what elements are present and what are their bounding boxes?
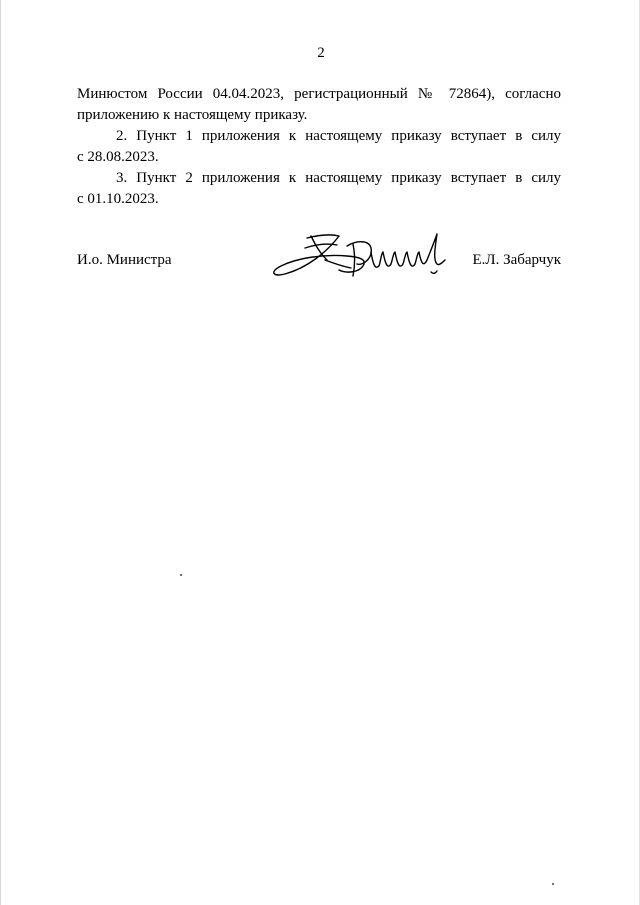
scan-speck — [180, 574, 182, 576]
body-text — [77, 84, 561, 210]
signatory-name: Е.Л. Забарчук — [472, 252, 561, 268]
paragraph-item-2 — [77, 126, 561, 168]
signature-block — [77, 252, 561, 282]
signatory-role: И.о. Министра — [77, 252, 172, 268]
text-line: с 01.10.2023. — [77, 191, 159, 207]
text-line: с 28.08.2023. — [77, 149, 159, 165]
page-number: 2 — [317, 45, 325, 61]
handwritten-signature — [267, 230, 447, 290]
text-line: приложению к настоящему приказу. — [77, 107, 308, 123]
text-line: 3. Пункт 2 приложения к настоящему приказу вступает в силу — [116, 170, 561, 186]
text-line: 2. Пункт 1 приложения к настоящему приказу вступает в силу — [116, 128, 561, 144]
paragraph-continuation — [77, 84, 561, 126]
text-line: Минюстом России 04.04.2023, регистрационный № 72864), согласно — [77, 86, 561, 102]
paragraph-item-3 — [77, 168, 561, 210]
scan-speck — [552, 883, 554, 885]
